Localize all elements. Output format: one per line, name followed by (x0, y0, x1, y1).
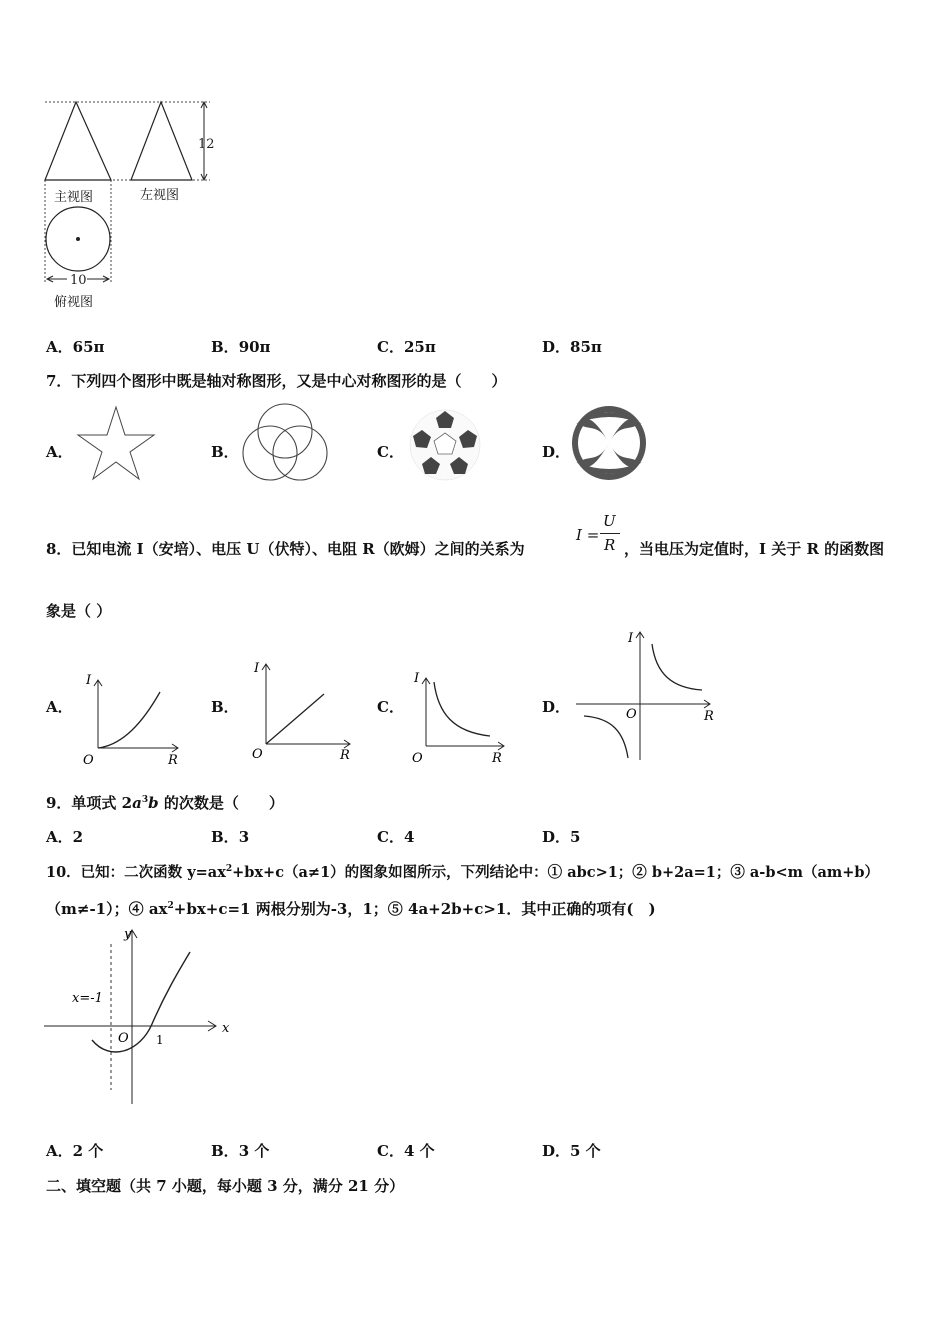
q9-option-d[interactable]: D．5 (542, 828, 581, 846)
ohm-formula: I = U R (576, 512, 628, 562)
q7-stem: 7．下列四个图形中既是轴对称图形，又是中心对称图形的是（ ） (46, 372, 507, 390)
svg-text:O: O (118, 1031, 129, 1046)
q6-option-c[interactable]: C．25π (377, 338, 436, 356)
svg-text:O: O (626, 707, 637, 722)
front-view-triangle (45, 102, 111, 180)
q8-stem-line2: 象是（ ） (46, 602, 112, 620)
top-view-label: 俯视图 (54, 295, 94, 310)
svg-text:1: 1 (156, 1033, 164, 1047)
parabola-graph (40, 924, 240, 1106)
q8-option-d-letter[interactable]: D． (542, 698, 571, 716)
svg-text:I: I (86, 673, 92, 688)
svg-text:I: I (414, 671, 420, 686)
q6-option-d[interactable]: D．85π (542, 338, 602, 356)
svg-text:x: x (222, 1021, 230, 1036)
graph-a-curve-up (78, 670, 183, 768)
q8-option-b-letter[interactable]: B． (211, 698, 239, 716)
svg-text:R: R (168, 753, 178, 768)
svg-text:x=-1: x=-1 (72, 991, 103, 1006)
side-view-triangle (131, 102, 192, 180)
q10-stem-line2: （m≠-1）；④ $ax^2+bx+c=1$ 两根分别为-3，1；⑤ 4a+2b+c>1．其中正确的项有( ) (46, 900, 656, 918)
svg-text:O: O (412, 751, 423, 766)
four-petal-icon (568, 402, 650, 484)
q10-option-a[interactable]: A．2 个 (46, 1142, 104, 1160)
q9-option-b[interactable]: B．3 (211, 828, 250, 846)
star-shape-icon (72, 402, 162, 482)
q8-stem-after: ，当电压为定值时，I 关于 R 的函数图 (624, 540, 885, 558)
q8-stem-before: 8．已知电流 I（安培）、电压 U（伏特）、电阻 R（欧姆）之间的关系为 (46, 540, 525, 558)
q10-option-d[interactable]: D．5 个 (542, 1142, 601, 1160)
parabola-curve (92, 952, 190, 1052)
three-circles-icon (238, 400, 333, 484)
width-dimension: 10 (70, 273, 87, 288)
three-view-figure (40, 96, 230, 311)
svg-text:R: R (492, 751, 502, 766)
q6-option-b[interactable]: B．90π (211, 338, 271, 356)
svg-text:y: y (124, 927, 132, 942)
svg-text:R: R (340, 748, 350, 763)
q9-stem: 9．单项式 $2a^3b$ 的次数是（ ） (46, 794, 284, 812)
front-view-label: 主视图 (54, 186, 93, 205)
q7-option-a-letter[interactable]: A． (46, 443, 73, 461)
q8-option-a-letter[interactable]: A． (46, 698, 73, 716)
graph-d-two-branches (572, 626, 720, 762)
svg-text:R: R (704, 709, 714, 724)
q7-option-b-letter[interactable]: B． (211, 443, 239, 461)
q10-option-b[interactable]: B．3 个 (211, 1142, 270, 1160)
side-view-label: 左视图 (140, 188, 180, 203)
pentagon-pattern-icon (404, 404, 486, 482)
q7-option-c-letter[interactable]: C． (377, 443, 404, 461)
q9-option-a[interactable]: A．2 (46, 828, 84, 846)
q7-option-d-letter[interactable]: D． (542, 443, 571, 461)
svg-text:O: O (252, 747, 263, 762)
section2-title: 二、填空题（共 7 小题，每小题 3 分，满分 21 分） (46, 1177, 405, 1195)
q10-stem-line1: 10．已知：二次函数 $y=ax^2+bx+c(a\ne 1)$的图象如图所示，下列结论中：① abc>1；② b+2a=1；③ a-b<m（am+b） (46, 864, 879, 881)
svg-text:I: I (628, 631, 634, 646)
graph-b-line (246, 656, 354, 764)
q8-option-c-letter[interactable]: C． (377, 698, 404, 716)
q10-option-c[interactable]: C．4 个 (377, 1142, 435, 1160)
svg-text:O: O (83, 753, 94, 768)
graph-c-hyperbola (408, 668, 508, 766)
q9-option-c[interactable]: C．4 (377, 828, 415, 846)
q6-option-a[interactable]: A．65π (46, 338, 105, 356)
svg-text:I: I (254, 661, 260, 676)
height-dimension: 12 (198, 137, 215, 152)
